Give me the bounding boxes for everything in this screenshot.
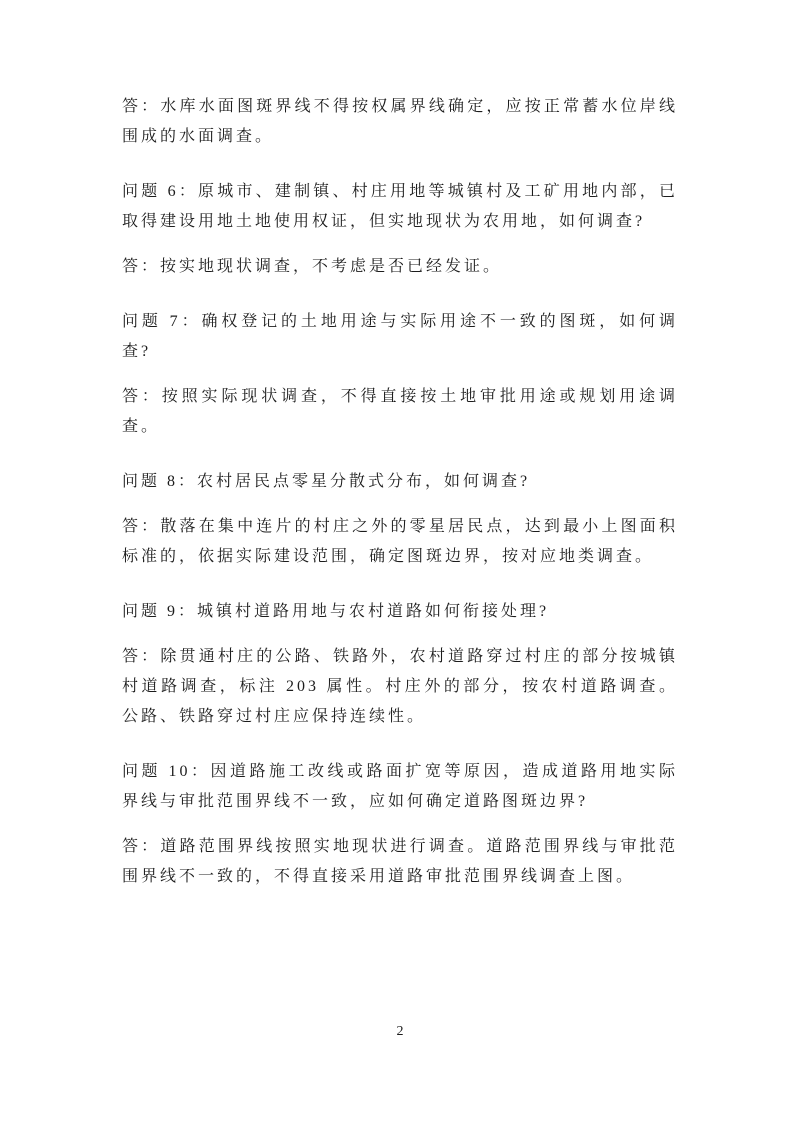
- document-body: [122, 92, 678, 907]
- question-paragraph-9: 问题 9：城镇村道路用地与农村道路如何衔接处理?: [122, 603, 550, 620]
- answer-paragraph-9: 答：除贯通村庄的公路、铁路外，农村道路穿过村庄的部分按城镇村道路调查，标注 203 属性。村庄外的部分，按农村道路调查。公路、铁路穿过村庄应保持连续性。: [122, 648, 678, 725]
- answer-paragraph-6: 答：按实地现状调查，不考虑是否已经发证。: [122, 258, 503, 275]
- page-footer: [0, 1022, 800, 1042]
- page-number: 2: [396, 1024, 404, 1039]
- question-paragraph-6: 问题 6：原城市、建制镇、村庄用地等城镇村及工矿用地内部，已取得建设用地土地使用权证，但实地现状为农用地，如何调查?: [122, 183, 678, 230]
- question-paragraph-10: 问题 10：因道路施工改线或路面扩宽等原因，造成道路用地实际界线与审批范围界线不一致，应如何确定道路图斑边界?: [122, 763, 678, 810]
- answer-paragraph-7: 答：按照实际现状调查，不得直接按土地审批用途或规划用途调查。: [122, 388, 678, 435]
- answer-paragraph-q5: 答：水库水面图斑界线不得按权属界线确定，应按正常蓄水位岸线围成的水面调查。: [122, 98, 678, 145]
- answer-paragraph-10: 答：道路范围界线按照实地现状进行调查。道路范围界线与审批范围界线不一致的，不得直接采用道路审批范围界线调查上图。: [122, 838, 678, 885]
- question-paragraph-8: 问题 8：农村居民点零星分散式分布，如何调查?: [122, 473, 531, 490]
- question-paragraph-7: 问题 7：确权登记的土地用途与实际用途不一致的图斑，如何调查?: [122, 313, 678, 360]
- answer-paragraph-8: 答：散落在集中连片的村庄之外的零星居民点，达到最小上图面积标准的，依据实际建设范围，确定图斑边界，按对应地类调查。: [122, 518, 678, 565]
